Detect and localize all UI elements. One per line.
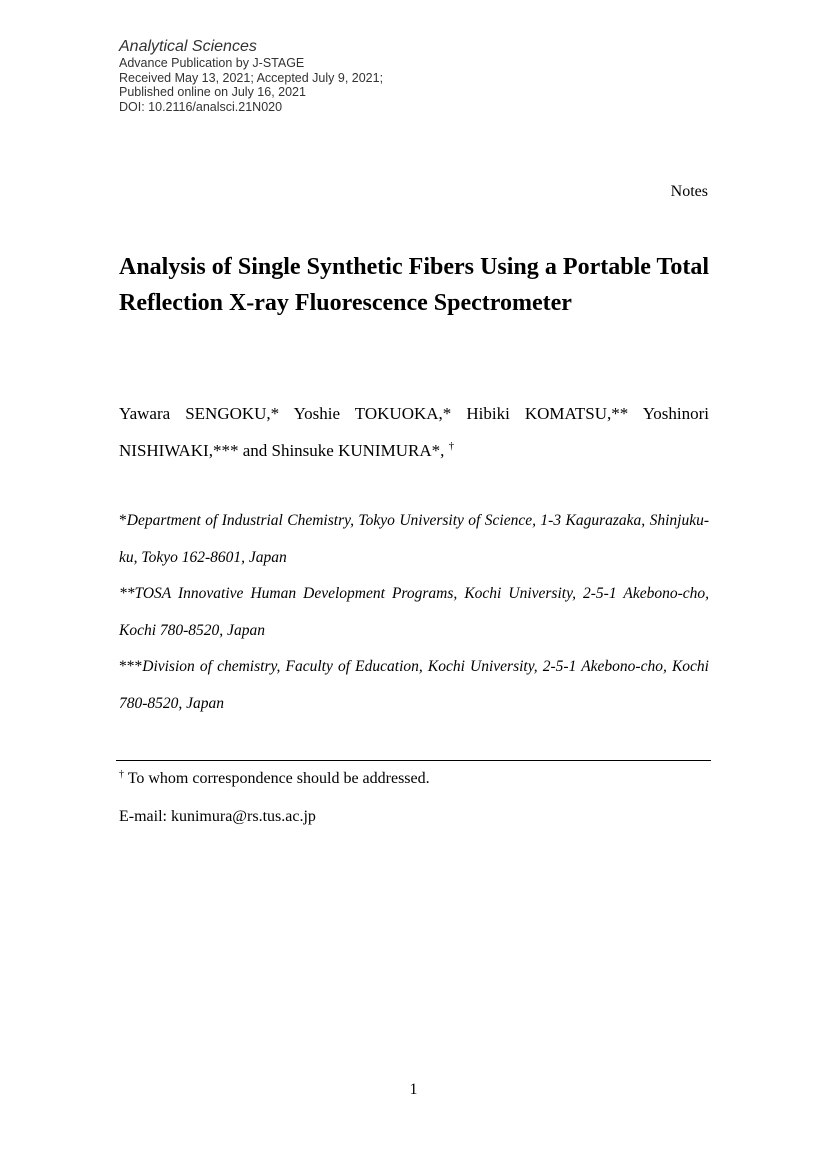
journal-header	[119, 38, 383, 114]
doi: DOI: 10.2116/analsci.21N020	[119, 99, 283, 114]
affiliation-3	[119, 649, 709, 722]
affiliation-text: Division of chemistry, Faculty of Education, Kochi University, 2-5-1 Akebono-cho, Kochi 780-8520, Japan	[119, 658, 709, 712]
published-online-date: Published online on July 16, 2021	[119, 85, 306, 99]
author-names: Yawara SENGOKU,* Yoshie TOKUOKA,* Hibiki KOMATSU,** Yoshinori NISHIWAKI,*** and Shinsuke KUNIMURA*,	[119, 404, 709, 460]
journal-name: Analytical Sciences	[119, 38, 257, 55]
affiliation-text: Department of Industrial Chemistry, Tokyo University of Science, 1-3 Kagurazaka, Shinjuku-ku, Tokyo 162-8601, Japan	[119, 512, 709, 566]
affiliation-mark: **	[119, 585, 135, 602]
author-list	[119, 395, 709, 469]
affiliation-mark: ***	[119, 658, 143, 675]
received-accepted-dates: Received May 13, 2021; Accepted July 9, 2021;	[119, 70, 384, 85]
footnote-divider	[116, 760, 711, 761]
page-number: 1	[409, 1081, 418, 1098]
paper-title: Analysis of Single Synthetic Fibers Using a Portable Total Reflection X-ray Fluorescence Spectrometer	[119, 254, 709, 316]
article-type: Notes	[670, 183, 708, 200]
email-line: E-mail: kunimura@rs.tus.ac.jp	[119, 808, 316, 825]
publication-info: Advance Publication by J-STAGE	[119, 56, 305, 70]
affiliation-2	[119, 576, 709, 649]
correspondence-text: To whom correspondence should be addressed.	[127, 770, 430, 787]
correspondence-note	[119, 769, 430, 789]
affiliation-1	[119, 503, 709, 576]
corresponding-dagger: †	[448, 440, 455, 452]
affiliation-mark: *	[119, 512, 127, 529]
affiliation-text: TOSA Innovative Human Development Programs, Kochi University, 2-5-1 Akebono-cho, Kochi 780-8520, Japan	[119, 585, 709, 639]
footnote-dagger: †	[119, 769, 124, 780]
